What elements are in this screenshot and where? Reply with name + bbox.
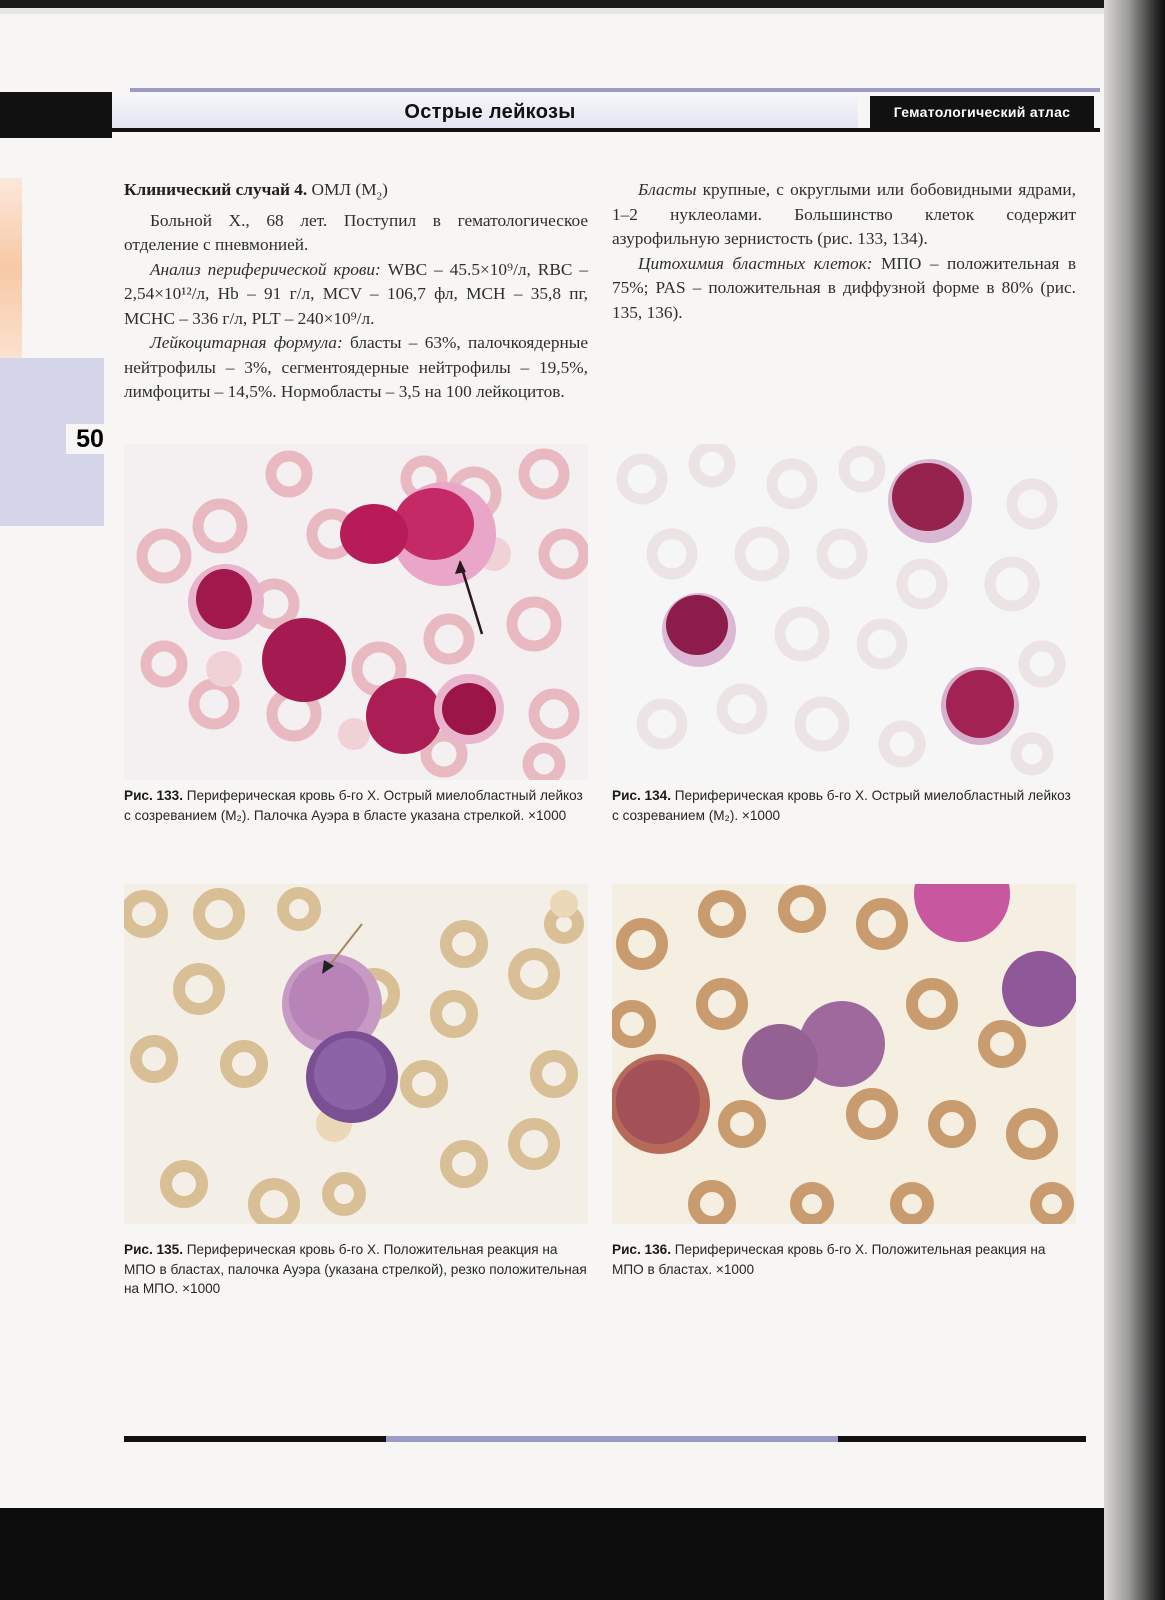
- blood-label: Анализ периферической крови:: [150, 259, 381, 279]
- leukocyte-formula: [124, 331, 588, 405]
- side-tab-orange: [0, 178, 22, 358]
- blasts-description: Бласты крупные, с округлыми или бобовидными ядрами, 1–2 нуклеолами. Большинство клеток содержит азурофильную зернистость (рис. 133, 134).: [612, 180, 1076, 248]
- figure-133-caption: Рис. 133. Периферическая кровь б-го Х. Острый миелобластный лейкоз с созреванием (M₂). Палочка Ауэра в бласте указана стрелкой. ×1000: [124, 788, 583, 823]
- cyto-label: Цитохимия бластных клеток:: [638, 253, 873, 273]
- header-rule: [112, 128, 1100, 132]
- figure-136-caption: Рис. 136. Периферическая кровь б-го Х. Положительная реакция на МПО в бластах. ×1000: [612, 1242, 1046, 1277]
- text-column-right: [612, 178, 1076, 325]
- text-column-left: [124, 178, 588, 405]
- atlas-title: Гематологический атлас: [870, 96, 1094, 128]
- formula-values: бласты – 63%, палочкоядерные нейтрофилы – 3%, сегментоядерные нейтрофилы – 19,5%, лимфоциты – 14,5%. Нормобласты – 3,5 на 100 лейкоцитов.: [124, 333, 588, 402]
- page-top-strip: [0, 8, 1120, 14]
- scan-top-edge: [0, 0, 1165, 8]
- blasts-label: Бласты: [638, 180, 697, 199]
- figure-135-caption: Рис. 135. Периферическая кровь б-го Х. Положительная реакция на МПО в бластах, палочка Ауэра (указана стрелкой), резко положительная на МПО. ×1000: [124, 1242, 587, 1296]
- formula-label: Лейкоцитарная формула:: [150, 333, 343, 353]
- footer-rule-accent: [386, 1436, 838, 1442]
- book-gutter-shadow: [1104, 0, 1165, 1600]
- section-title: Острые лейкозы: [404, 101, 576, 123]
- header-accent-line: [130, 88, 1100, 92]
- patient-info: Больной Х., 68 лет. Поступил в гематологическое отделение с пневмонией.: [124, 210, 588, 255]
- footer-rule-left: [124, 1436, 386, 1442]
- figure-133-micrograph: [124, 444, 588, 780]
- blood-analysis: [124, 258, 588, 332]
- case-heading: Клинический случай 4. ОМЛ $(M_2)$: [124, 180, 388, 203]
- blood-values: WBC – 45.5×10⁹/л, RBC – 2,54×10¹²/л, Hb – 91 г/л, MCV – 106,7 фл, MCH – 35,8 пг, MCHC – 336 г/л, PLT – 240×10⁹/л.: [124, 259, 589, 328]
- figure-134-micrograph: [612, 444, 1076, 780]
- figure-134-caption: Рис. 134. Периферическая кровь б-го Х. Острый миелобластный лейкоз с созреванием (M₂). ×1000: [612, 788, 1071, 823]
- figure-136-micrograph: [612, 884, 1076, 1224]
- header-left-block: [0, 92, 112, 138]
- figure-135-micrograph: [124, 884, 588, 1224]
- footer-rule-right: [838, 1436, 1086, 1442]
- page-number: 50: [66, 424, 114, 454]
- cytochemistry: Цитохимия бластных клеток: МПО – положительная в 75%; PAS – положительная в диффузной форме в 80% (рис. 135, 136).: [612, 253, 1076, 322]
